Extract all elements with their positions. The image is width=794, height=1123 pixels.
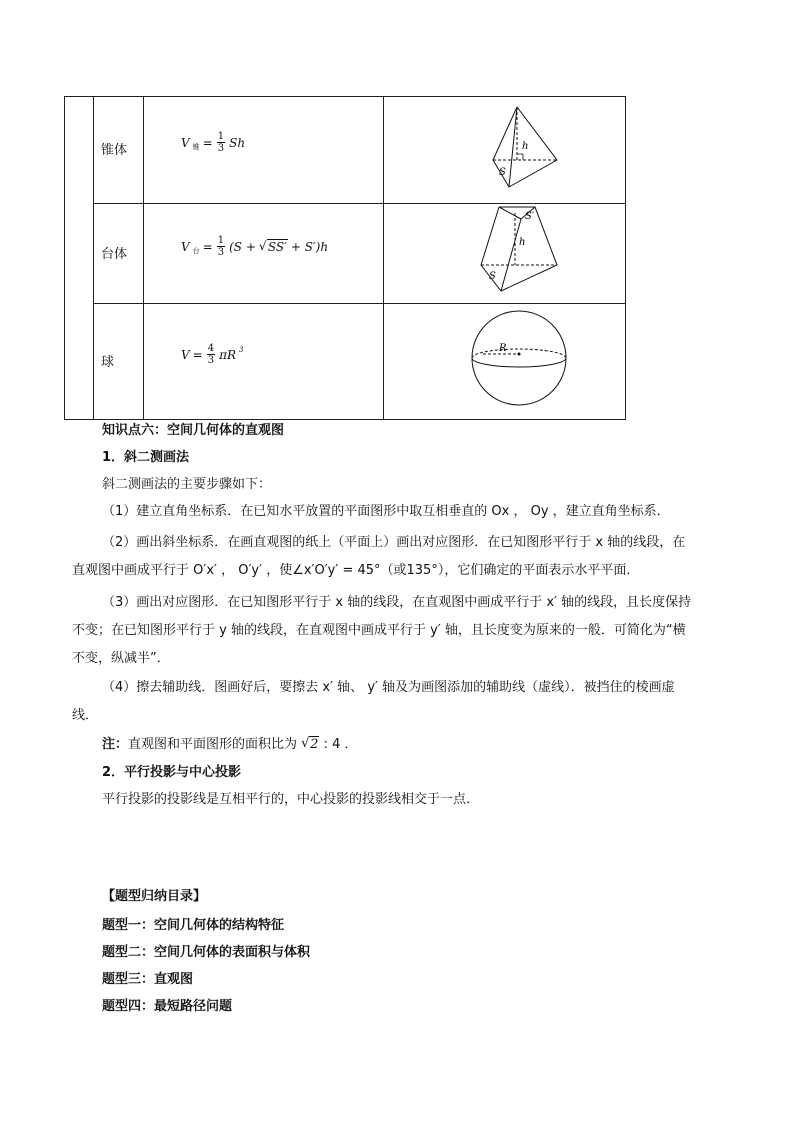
pyramid-figure: [485, 105, 565, 191]
catalog-item: 题型三：直观图: [102, 972, 194, 987]
table-divider: [93, 203, 625, 204]
top-base-label: S′: [525, 211, 535, 222]
paragraph: 线．: [72, 708, 99, 723]
formula-equals: =: [202, 239, 213, 254]
note: [102, 736, 358, 754]
formula-equals: =: [192, 347, 203, 362]
note-text: 直观图和平面图形的面积比为: [128, 737, 302, 752]
sqrt-radicand: SS′: [267, 239, 287, 254]
fraction-numerator: 1: [217, 235, 225, 246]
formula-cone: [181, 131, 245, 154]
formula-sphere: [181, 343, 244, 366]
fraction-denominator: 3: [207, 355, 215, 366]
formula-symbol: V: [181, 135, 190, 150]
sqrt-radicand: 2: [310, 737, 319, 752]
height-label: h: [522, 141, 529, 152]
base-label: S: [499, 167, 506, 178]
row-name-sphere: 球: [101, 355, 115, 370]
note-label: 注：: [102, 737, 129, 752]
fraction: [207, 343, 215, 366]
formula-subscript: 锥: [192, 142, 200, 151]
paragraph: 斜二测画法的主要步骤如下：: [102, 477, 272, 492]
fraction: [217, 131, 225, 154]
catalog-item: 题型四：最短路径问题: [102, 999, 233, 1014]
volume-table: [64, 96, 626, 420]
formula-term: Sh: [229, 135, 246, 150]
paragraph: （3）画出对应图形．在已知图形平行于 x 轴的线段，在直观图中画成平行于 x′ 轴的线段，且长度保持: [102, 595, 692, 610]
formula-symbol: V: [181, 347, 190, 362]
frustum-figure: [475, 205, 565, 297]
base-label: S: [489, 271, 496, 282]
formula-subscript: 台: [192, 246, 200, 255]
fraction: [217, 235, 225, 258]
fraction-denominator: 3: [217, 247, 225, 258]
table-divider: [383, 97, 384, 419]
formula-term: + S′)h: [290, 239, 329, 254]
paragraph: （1）建立直角坐标系．在已知水平放置的平面图形中取互相垂直的 Ox ， Oy ，建立直角坐标系．: [102, 504, 670, 519]
table-divider: [93, 303, 625, 304]
formula-term: (S +: [229, 239, 256, 254]
formula-frustum: [181, 235, 328, 258]
sqrt: [301, 736, 319, 754]
fraction-numerator: 4: [207, 343, 215, 354]
paragraph: 平行投影的投影线是互相平行的，中心投影的投影线相交于一点．: [102, 792, 480, 807]
section-title: 知识点六：空间几何体的直观图: [102, 423, 285, 438]
sqrt: [259, 240, 288, 254]
catalog-item: 题型一：空间几何体的结构特征: [102, 918, 285, 933]
fraction-numerator: 1: [217, 131, 225, 142]
catalog-title: 【题型归纳目录】: [102, 889, 207, 904]
catalog-item: 题型二：空间几何体的表面积与体积: [102, 945, 311, 960]
paragraph: （2）画出斜坐标系．在画直观图的纸上（平面上）画出对应图形．在已知图形平行于 x 轴的线段，在: [102, 535, 686, 550]
formula-symbol: V: [181, 239, 190, 254]
row-name-cone: 锥体: [101, 143, 128, 158]
row-name-frustum: 台体: [101, 247, 128, 262]
radius-label: R: [499, 343, 507, 354]
height-label: h: [519, 237, 526, 248]
fraction-denominator: 3: [217, 143, 225, 154]
paragraph: 直观图中画成平行于 O′x′ ， O′y′ ，使∠x′O′y′ = 45°（或135°），它们确定的平面表示水平平面．: [72, 563, 640, 578]
formula-equals: =: [202, 135, 213, 150]
heading-2: 2．平行投影与中心投影: [102, 765, 242, 780]
sphere-figure: [469, 309, 569, 409]
paragraph: （4）擦去辅助线．图画好后，要擦去 x′ 轴、 y′ 轴及为画图添加的辅助线（虚线）．被挡住的棱画虚: [102, 680, 675, 695]
formula-term: πR: [219, 347, 237, 362]
heading-1: 1．斜二测画法: [102, 450, 190, 465]
table-divider: [143, 97, 144, 419]
note-text: : 4 ．: [319, 737, 358, 752]
paragraph: 不变；在已知图形平行于 y 轴的线段，在直观图中画成平行于 y′ 轴，且长度变为原来的一般．可简化为“横: [72, 623, 686, 638]
table-divider: [93, 97, 94, 419]
formula-exponent: 3: [239, 345, 244, 354]
paragraph: 不变，纵减半”．: [72, 651, 170, 666]
